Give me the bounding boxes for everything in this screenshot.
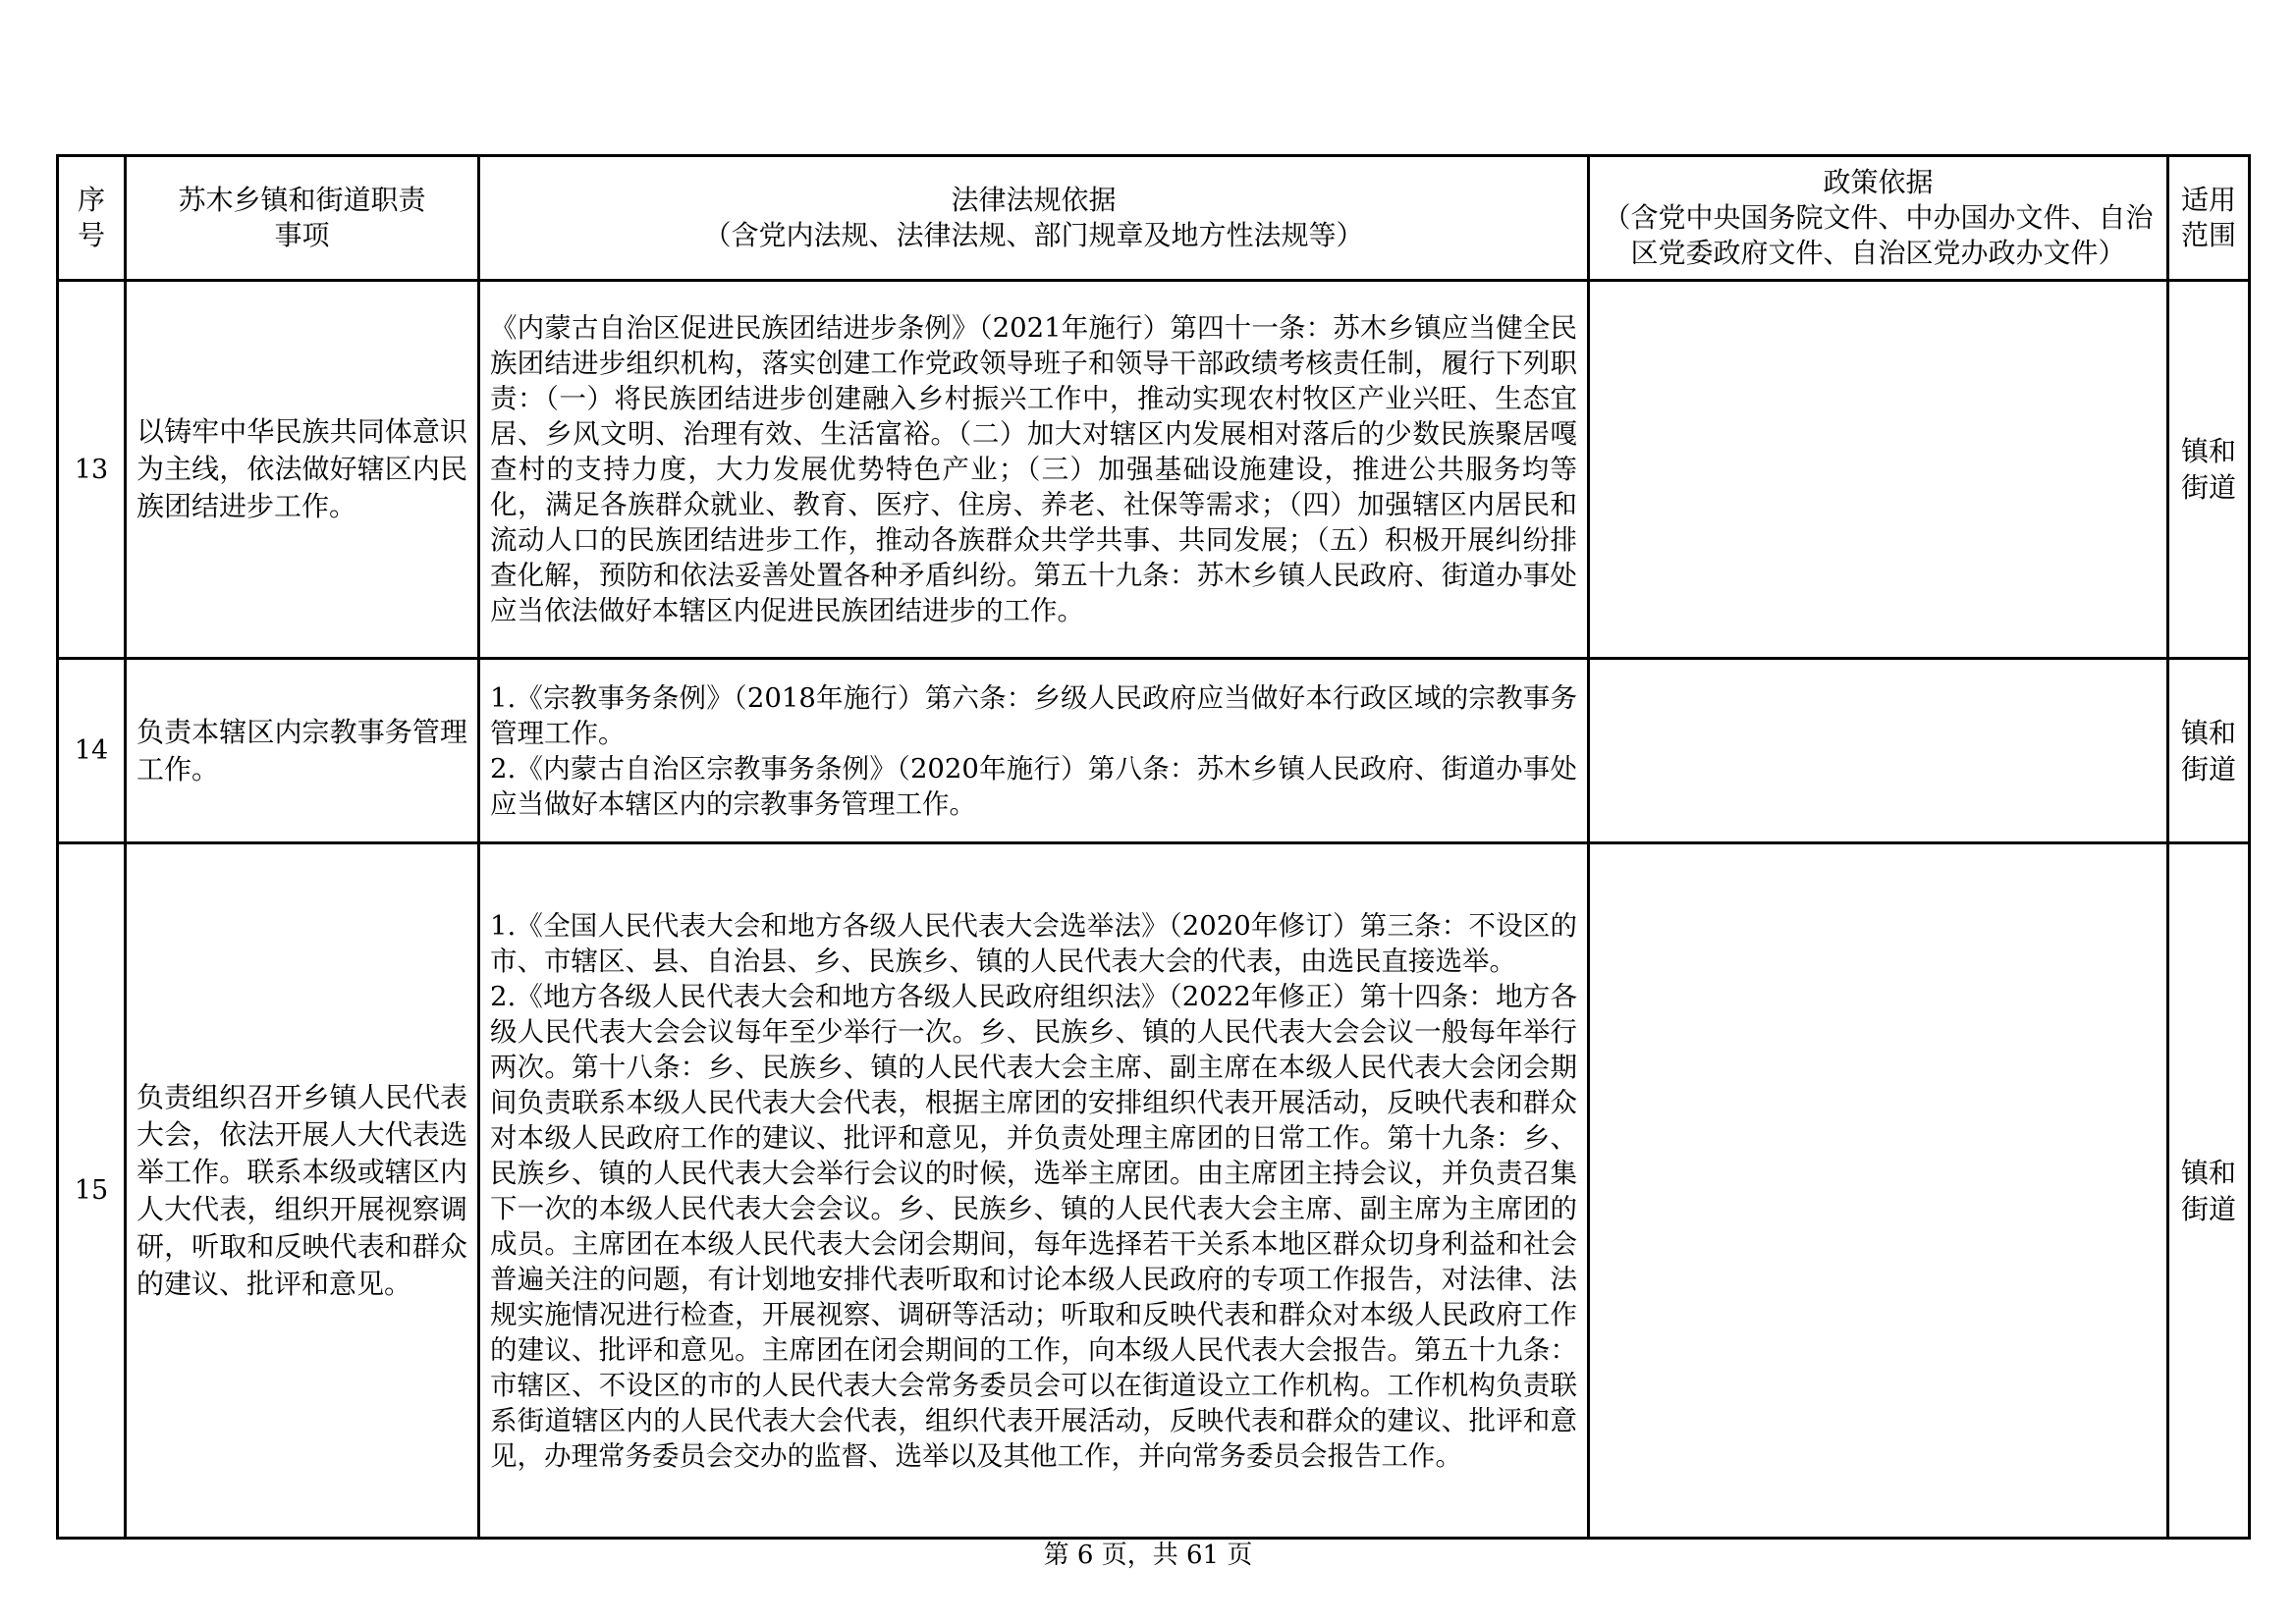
duty-table <box>56 154 2251 1540</box>
header-policy-subtitle: （含党中央国务院文件、中办国办文件、自治区党委政府文件、自治区党办政办文件） <box>1603 201 2154 269</box>
law-paragraph: 2.《内蒙古自治区宗教事务条例》（2020年施行）第八条：苏木乡镇人民政府、街道办事处应当做好本辖区内的宗教事务管理工作。 <box>490 752 1577 820</box>
policy-basis <box>1589 843 2168 1539</box>
table-row <box>58 281 2250 659</box>
duty-text: 负责组织召开乡镇人民代表大会，依法开展人大代表选举工作。联系本级或辖区内人大代表，组织开展视察调研，听取和反映代表和群众的建议、批评和意见。 <box>126 843 479 1539</box>
row-number: 15 <box>58 843 126 1539</box>
header-law <box>479 156 1589 281</box>
law-basis <box>479 659 1589 843</box>
duty-text: 负责本辖区内宗教事务管理工作。 <box>126 659 479 843</box>
duty-text: 以铸牢中华民族共同体意识为主线，依法做好辖区内民族团结进步工作。 <box>126 281 479 659</box>
law-basis <box>479 281 1589 659</box>
page-number-footer: 第 6 页，共 61 页 <box>1043 1541 1253 1570</box>
header-scope: 适用范围 <box>2168 156 2250 281</box>
policy-basis <box>1589 281 2168 659</box>
scope-text: 镇和街道 <box>2168 843 2250 1539</box>
law-basis <box>479 843 1589 1539</box>
scope-text: 镇和街道 <box>2168 659 2250 843</box>
table-header-row <box>58 156 2250 281</box>
law-paragraph: 1.《全国人民代表大会和地方各级人民代表大会选举法》（2020年修订）第三条：不设区的市、市辖区、县、自治县、乡、民族乡、镇的人民代表大会的代表，由选民直接选举。 <box>490 909 1577 977</box>
policy-basis <box>1589 659 2168 843</box>
header-law-subtitle: （含党内法规、法律法规、部门规章及地方性法规等） <box>703 219 1364 251</box>
header-law-title: 法律法规依据 <box>951 184 1117 216</box>
law-paragraph: 1.《宗教事务条例》（2018年施行）第六条：乡级人民政府应当做好本行政区域的宗教事务管理工作。 <box>490 681 1577 749</box>
header-num: 序号 <box>58 156 126 281</box>
row-number: 14 <box>58 659 126 843</box>
header-duty-label: 苏木乡镇和街道职责事项 <box>178 184 426 251</box>
row-number: 13 <box>58 281 126 659</box>
law-paragraph: 2.《地方各级人民代表大会和地方各级人民政府组织法》（2022年修正）第十四条：地方各级人民代表大会会议每年至少举行一次。乡、民族乡、镇的人民代表大会会议一般每年举行两次。第十八条：乡、民族乡、镇的人民代表大会主席、副主席在本级人民代表大会闭会期间负责联系本级人民代表大会代表，根据主席团的安排组织代表开展活动，反映代表和群众对本级人民政府工作的建议、批评和意见，并负责处理主席团的日常工作。第十九条：乡、民族乡、镇的人民代表大会举行会议的时候，选举主席团。由主席团主持会议，并负责召集下一次的本级人民代表大会会议。乡、民族乡、镇的人民代表大会主席、副主席为主席团的成员。主席团在本级人民代表大会闭会期间，每年选择若干关系本地区群众切身利益和社会普遍关注的问题，有计划地安排代表听取和讨论本级人民政府的专项工作报告，对法律、法规实施情况进行检查，开展视察、调研等活动；听取和反映代表和群众对本级人民政府工作的建议、批评和意见。主席团在闭会期间的工作，向本级人民代表大会报告。第五十九条：市辖区、不设区的市的人民代表大会常务委员会可以在街道设立工作机构。工作机构负责联系街道辖区内的人民代表大会代表，组织代表开展活动，反映代表和群众的建议、批评和意见，办理常务委员会交办的监督、选举以及其他工作，并向常务委员会报告工作。 <box>490 980 1577 1472</box>
scope-text: 镇和街道 <box>2168 281 2250 659</box>
header-policy-title: 政策依据 <box>1823 166 1934 198</box>
table-row <box>58 843 2250 1539</box>
table-row <box>58 659 2250 843</box>
header-duty <box>126 156 479 281</box>
header-policy <box>1589 156 2168 281</box>
law-paragraph: 《内蒙古自治区促进民族团结进步条例》（2021年施行）第四十一条：苏木乡镇应当健全民族团结进步组织机构，落实创建工作党政领导班子和领导干部政绩考核责任制，履行下列职责：（一）将民族团结进步创建融入乡村振兴工作中，推动实现农村牧区产业兴旺、生态宜居、乡风文明、治理有效、生活富裕。（二）加大对辖区内发展相对落后的少数民族聚居嘎查村的支持力度，大力发展优势特色产业；（三）加强基础设施建设，推进公共服务均等化，满足各族群众就业、教育、医疗、住房、养老、社保等需求；（四）加强辖区内居民和流动人口的民族团结进步工作，推动各族群众共学共事、共同发展；（五）积极开展纠纷排查化解，预防和依法妥善处置各种矛盾纠纷。第五十九条：苏木乡镇人民政府、街道办事处应当依法做好本辖区内促进民族团结进步的工作。 <box>490 312 1577 626</box>
